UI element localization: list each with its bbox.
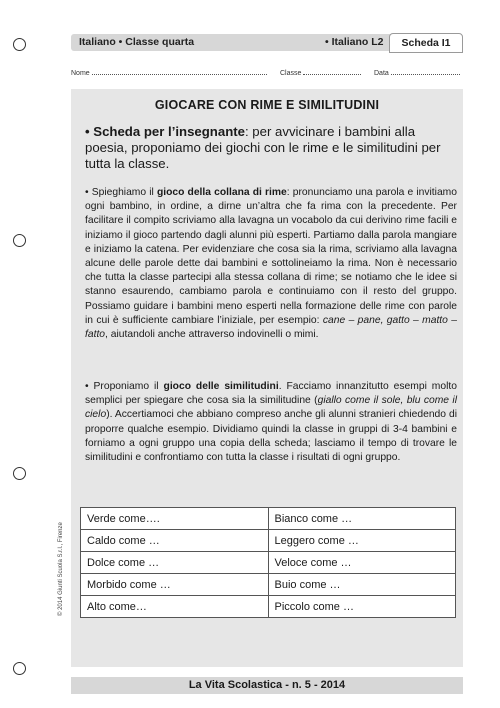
subject-tag: • Italiano L2 — [325, 36, 384, 48]
page-header — [71, 34, 463, 51]
p1-e: , aiutandoli anche attraverso indovinelli o mimi. — [105, 329, 319, 341]
page-footer: La Vita Scolastica - n. 5 - 2014 — [71, 677, 463, 694]
table-row — [81, 552, 456, 574]
class-field — [280, 67, 361, 77]
copyright-text: © 2014 Giunti Scuola S.r.l., Firenze — [58, 522, 64, 616]
p2-c: . Facciamo innanzitutto esempi molto semplici per spiegare che cosa sia la similitudine ( — [85, 381, 457, 407]
table-cell[interactable]: Leggero come … — [268, 530, 456, 552]
table-cell[interactable]: Piccolo come … — [268, 596, 456, 618]
table-cell[interactable]: Bianco come … — [268, 508, 456, 530]
table-cell[interactable]: Veloce come … — [268, 552, 456, 574]
table-cell[interactable]: Caldo come … — [81, 530, 269, 552]
p2-a: • Proponiamo il — [85, 381, 164, 392]
table-cell[interactable]: Alto come… — [81, 596, 269, 618]
class-label: Classe — [280, 70, 302, 77]
p1-c: : pronunciamo una parola e invitiamo ogni bambino, in ordine, a dirne un’altra che fa rima con la precedente. Per facilitare il compito scriviamo alla lavagna un vocabolo da cui derivino rime facili e iniziamo il gioco partendo dagli alunni più esperti. Partiamo dalla parola mangiare e iniziamo la catena. Per evidenziare che cosa sia la rima, scriviamo alla lavagna alcune delle parole dette dai bambini e sottolineiamo la rima. Non è necessario che tutta la classe partecipi alla stessa collana di rime; se notiamo che le idee si stanno esaurendo, cambiamo parola e continuiamo con il resto del gruppo. Possiamo guidare i bambini meno esperti nella formazione delle rime con parole in cui è sufficiente cambiare l’iniziale, per esempio: — [85, 187, 457, 326]
name-label: Nome — [71, 70, 90, 77]
content-box — [71, 89, 463, 667]
binder-hole — [13, 662, 26, 675]
scheda-tab: Scheda I1 — [389, 33, 463, 53]
intro-text — [85, 124, 455, 172]
binder-hole — [13, 38, 26, 51]
p1-bold: gioco della collana di rime — [156, 187, 287, 198]
p2-e: ). Accertiamoci che abbiano compreso anche gli alunni stranieri chiedendo di proporre qualche esempio. Dividiamo quindi la classe in gruppi di 3-4 bambini e forniamo a ogni gruppo una copia della scheda; lasciamo il tempo di trovare le similitudini e confrontiamo con tutta la classe i risultati di ogni gruppo. — [85, 409, 457, 464]
name-field — [71, 67, 267, 77]
intro-body: : per avvicinare i bambini alla poesia, proponiamo dei giochi con le rime e le similitudini per tutta la classe. — [85, 124, 441, 171]
date-label: Data — [374, 70, 389, 77]
similitudini-table — [80, 507, 456, 618]
intro-bold: • Scheda per l’insegnante — [85, 124, 245, 139]
table-cell[interactable]: Dolce come … — [81, 552, 269, 574]
p2-italic: giallo come il sole, blu come il cielo — [85, 395, 457, 421]
table-row — [81, 508, 456, 530]
table-row — [81, 574, 456, 596]
table-row — [81, 530, 456, 552]
binder-hole — [13, 234, 26, 247]
p1-a: • Spieghiamo il — [85, 187, 157, 198]
table-cell[interactable]: Buio come … — [268, 574, 456, 596]
table-cell[interactable]: Verde come…. — [81, 508, 269, 530]
date-field — [374, 67, 460, 77]
p1-italic: cane – pane, gatto – matto – fatto — [85, 314, 457, 341]
binder-hole — [13, 467, 26, 480]
paragraph-similitudini — [85, 380, 457, 465]
subject-label: Italiano • Classe quarta — [79, 36, 195, 48]
p2-bold: gioco delle similitudini — [163, 381, 279, 392]
table-cell[interactable]: Morbido come … — [81, 574, 269, 596]
paragraph-rime — [85, 186, 457, 342]
table-row — [81, 596, 456, 618]
page-title: GIOCARE CON RIME E SIMILITUDINI — [154, 98, 380, 112]
